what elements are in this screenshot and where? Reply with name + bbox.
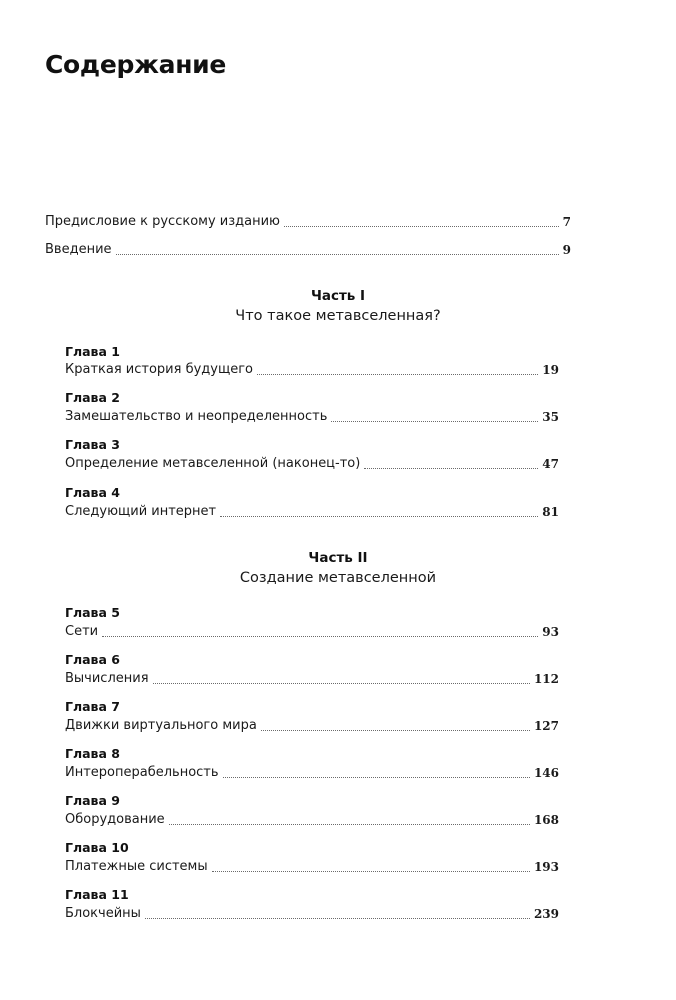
dot-leader	[331, 421, 538, 422]
entry-title: Сети	[65, 624, 99, 639]
entry-page: 168	[533, 813, 559, 827]
chapter-8-label: Глава 8	[65, 746, 120, 761]
entry-title: Оборудование	[65, 812, 165, 827]
dot-leader	[261, 730, 530, 731]
dot-leader	[257, 374, 538, 375]
dot-leader	[220, 516, 538, 517]
entry-page: 146	[533, 766, 559, 780]
chapter-6-label: Глава 6	[65, 652, 120, 667]
chapter-5-label: Глава 5	[65, 605, 120, 620]
entry-title: Следующий интернет	[65, 504, 217, 519]
part-1-label: Часть I	[310, 288, 366, 304]
part-2-label: Часть II	[308, 550, 368, 566]
toc-entry-chapter-5[interactable]	[65, 620, 559, 640]
dot-leader	[364, 468, 538, 469]
part-2-title: Создание метавселенной	[239, 570, 437, 586]
entry-page: 239	[533, 907, 559, 921]
toc-entry-chapter-9[interactable]	[65, 808, 559, 828]
chapter-1-label: Глава 1	[65, 344, 120, 359]
toc-entry-chapter-10[interactable]	[65, 855, 559, 875]
entry-title: Движки виртуального мира	[65, 718, 257, 733]
toc-entry-chapter-11[interactable]	[65, 902, 559, 922]
entry-page: 47	[542, 457, 559, 471]
entry-title: Введение	[45, 242, 112, 257]
entry-page: 127	[533, 719, 559, 733]
toc-entry-introduction[interactable]	[45, 238, 571, 258]
entry-title: Предисловие к русскому изданию	[45, 214, 280, 229]
entry-title: Замешательство и неопределенность	[65, 409, 328, 424]
dot-leader	[169, 824, 530, 825]
toc-entry-preface[interactable]	[45, 210, 571, 230]
entry-page: 81	[542, 505, 559, 519]
entry-title: Платежные системы	[65, 859, 208, 874]
dot-leader	[212, 871, 530, 872]
entry-title: Краткая история будущего	[65, 362, 253, 377]
entry-page: 9	[562, 243, 571, 257]
chapter-9-label: Глава 9	[65, 793, 120, 808]
page-title: Содержание	[45, 50, 227, 79]
entry-title: Блокчейны	[65, 906, 141, 921]
dot-leader	[102, 636, 538, 637]
chapter-11-label: Глава 11	[65, 887, 129, 902]
toc-entry-chapter-8[interactable]	[65, 761, 559, 781]
entry-page: 112	[533, 672, 559, 686]
entry-title: Вычисления	[65, 671, 149, 686]
entry-title: Интероперабельность	[65, 765, 219, 780]
part-1-title: Что такое метавселенная?	[235, 308, 441, 324]
chapter-7-label: Глава 7	[65, 699, 120, 714]
dot-leader	[145, 918, 530, 919]
entry-page: 7	[562, 215, 571, 229]
chapter-3-label: Глава 3	[65, 437, 120, 452]
dot-leader	[223, 777, 530, 778]
dot-leader	[284, 226, 559, 227]
entry-page: 193	[533, 860, 559, 874]
dot-leader	[153, 683, 530, 684]
entry-page: 35	[542, 410, 559, 424]
toc-entry-chapter-2[interactable]	[65, 405, 559, 425]
toc-entry-chapter-7[interactable]	[65, 714, 559, 734]
chapter-10-label: Глава 10	[65, 840, 129, 855]
toc-entry-chapter-6[interactable]	[65, 667, 559, 687]
chapter-4-label: Глава 4	[65, 485, 120, 500]
dot-leader	[116, 254, 559, 255]
toc-entry-chapter-4[interactable]	[65, 500, 559, 520]
chapter-2-label: Глава 2	[65, 390, 120, 405]
entry-page: 19	[542, 363, 559, 377]
toc-entry-chapter-3[interactable]	[65, 452, 559, 472]
entry-page: 93	[542, 625, 559, 639]
toc-entry-chapter-1[interactable]	[65, 358, 559, 378]
entry-title: Определение метавселенной (наконец-то)	[65, 456, 361, 471]
